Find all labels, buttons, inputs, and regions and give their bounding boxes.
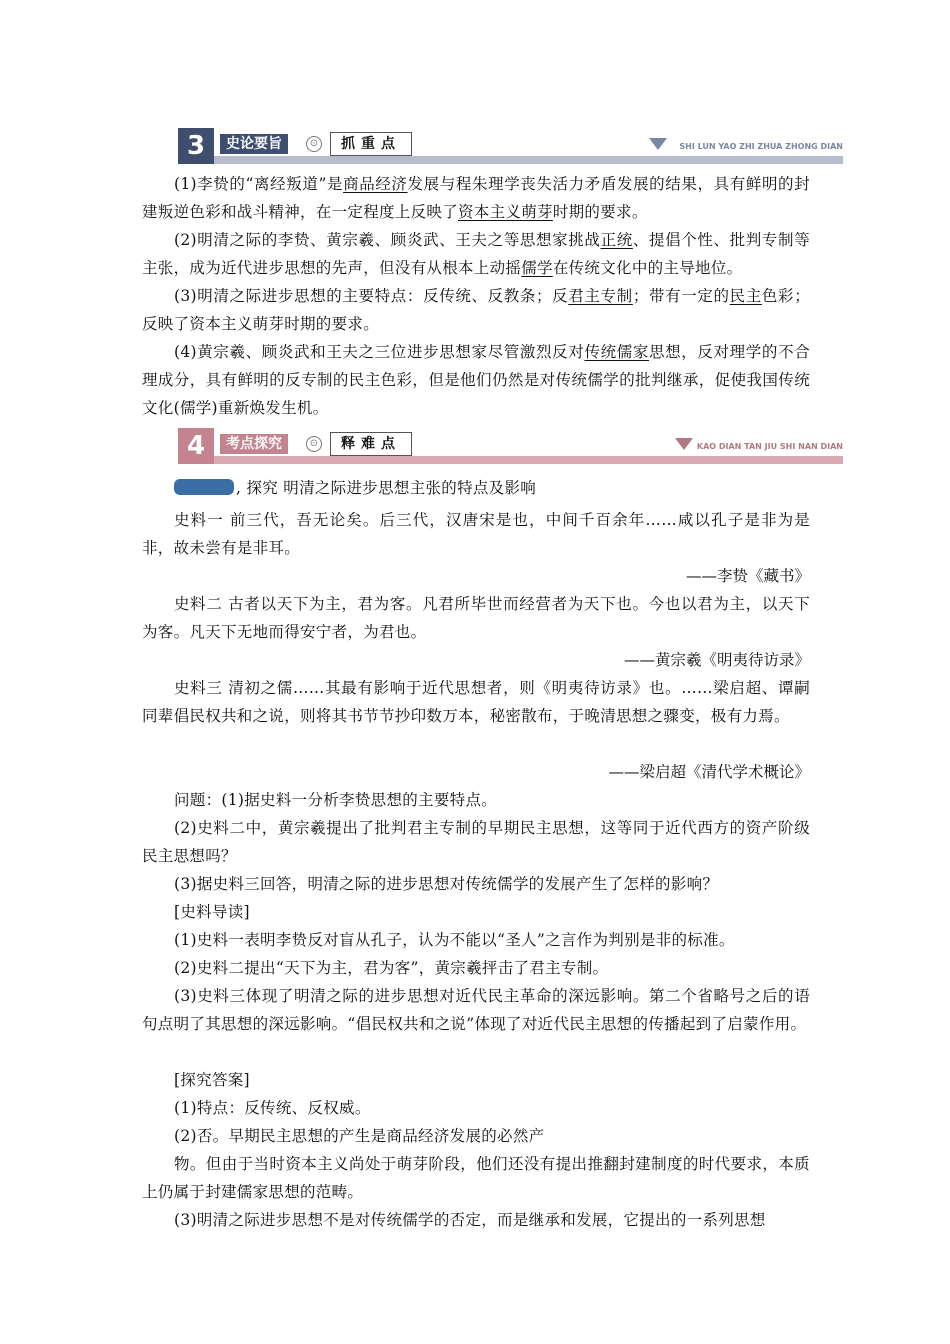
answer-2b: 物。但由于当时资本主义尚处于萌芽阶段，他们还没有提出推翻封建制度的时代要求，本质上仍属于封建儒家思想的范畴。 <box>142 1155 810 1201</box>
arrow-circle-icon: ⊙ <box>306 136 322 152</box>
source-3-cite: ——梁启超《清代学术概论》 <box>608 763 810 781</box>
guide-item-1: (1)史料一表明李贽反对盲从孔子，认为不能以“圣人”之言作为判别是非的标准。 <box>174 931 735 949</box>
source-2: 史料二 古者以天下为主，君为客。凡君所毕世而经营者为天下也。今也以君为主，以天下为客。凡天下无地而得安宁者，为君也。 <box>142 595 810 641</box>
paragraph-3: (3)明清之际进步思想的主要特点：反传统、反教条；反君主专制；带有一定的民主色彩；反映了资本主义萌芽时期的要求。 <box>142 287 810 333</box>
banner-english: KAO DIAN TAN JIU SHI NAN DIAN <box>696 442 843 451</box>
wing-icon <box>675 438 693 450</box>
source-1: 史料一 前三代，吾无论矣。后三代，汉唐宋是也，中间千百余年……咸以孔子是非为是非，故未尝有是非耳。 <box>142 511 810 557</box>
section-title: 史论要旨 <box>220 134 288 154</box>
question-1: 问题：(1)据史料一分析李贽思想的主要特点。 <box>174 791 498 809</box>
guide-item-3: (3)史料三体现了明清之际的进步思想对近代民主革命的深远影响。第二个省略号之后的语句点明了其思想的深远影响。“倡民权共和之说”体现了对近代民主思想的传播起到了启蒙作用。 <box>142 987 810 1033</box>
banner-english: SHI LUN YAO ZHI ZHUA ZHONG DIAN <box>679 142 843 151</box>
guide-item-2: (2)史料二提出“天下为主，君为客”，黄宗羲抨击了君主专制。 <box>174 959 609 977</box>
paragraph-4: (4)黄宗羲、顾炎武和王夫之三位进步思想家尽管激烈反对传统儒家思想，反对理学的不合理成分，具有鲜明的反专制的民主色彩，但是他们仍然是对传统儒学的批判继承，促使我国传统文化(儒学)重新焕发生机。 <box>142 343 810 417</box>
source-3: 史料三 清初之儒……其最有影响于近代思想者，则《明夷待访录》也。……梁启超、谭嗣同辈倡民权共和之说，则将其书节节抄印数万本，秘密散布，于晚清思想之骤变，极有力焉。 <box>142 679 810 725</box>
explore-tag <box>174 479 234 495</box>
wing-icon <box>649 138 667 150</box>
paragraph-2: (2)明清之际的李贽、黄宗羲、顾炎武、王夫之等思想家挑战正统、提倡个性、批判专制等主张，成为近代进步思想的先声，但没有从根本上动摇儒学在传统文化中的主导地位。 <box>142 231 810 277</box>
answer-1: (1)特点：反传统、反权威。 <box>174 1099 371 1117</box>
section-banner-3 <box>178 128 843 164</box>
section-box-label: 抓重点 <box>330 132 412 156</box>
question-3: (3)据史料三回答，明清之际的进步思想对传统儒学的发展产生了怎样的影响？ <box>174 875 719 893</box>
section-number: 3 <box>178 128 214 164</box>
source-2-cite: ——黄宗羲《明夷待访录》 <box>623 651 810 669</box>
arrow-circle-icon: ⊙ <box>306 436 322 452</box>
section-banner-4 <box>178 428 843 464</box>
section-number: 4 <box>178 428 214 464</box>
section-box-label: 释难点 <box>330 432 412 456</box>
banner-bar <box>214 156 843 164</box>
source-1-cite: ——李贽《藏书》 <box>685 567 810 585</box>
question-2: (2)史料二中，黄宗羲提出了批判君主专制的早期民主思想，这等同于近代西方的资产阶级民主思想吗？ <box>142 819 810 865</box>
answer-2a: (2)否。早期民主思想的产生是商品经济发展的必然产 <box>174 1127 545 1145</box>
explore-heading: , 探究 明清之际进步思想主张的特点及影响 <box>236 479 537 497</box>
section-title: 考点探究 <box>220 434 288 454</box>
answer-3: (3)明清之际进步思想不是对传统儒学的否定，而是继承和发展，它提出的一系列思想 <box>174 1211 766 1229</box>
answer-label: [探究答案] <box>174 1071 250 1089</box>
guide-label: [史料导读] <box>174 903 250 921</box>
banner-bar <box>214 456 843 464</box>
paragraph-1: (1)李贽的“离经叛道”是商品经济发展与程朱理学丧失活力矛盾发展的结果，具有鲜明的封建叛逆色彩和战斗精神，在一定程度上反映了资本主义萌芽时期的要求。 <box>142 175 810 221</box>
